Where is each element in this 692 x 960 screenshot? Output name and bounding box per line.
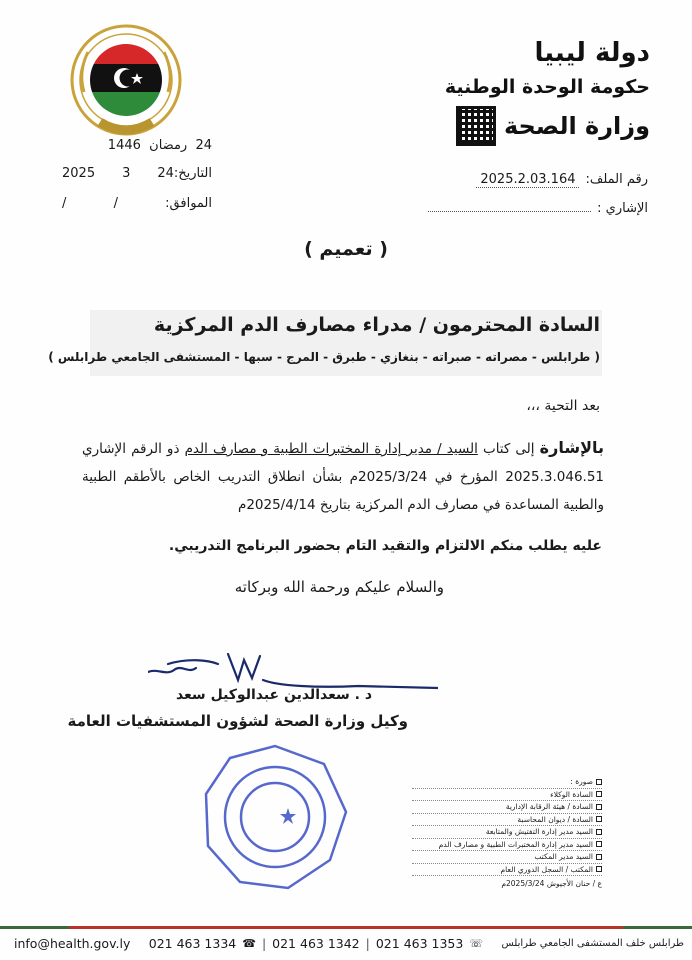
file-number-row — [428, 172, 648, 188]
signatory-title: وكيل وزارة الصحة لشؤون المستشفيات العامة — [67, 712, 408, 730]
distribution-item: السادة الوكلاء — [412, 789, 602, 802]
distribution-footer: ع / حنان الأجيوش 2025/3/24م — [501, 879, 602, 888]
footer-phones — [149, 936, 483, 951]
date-label: التاريخ:24 — [157, 166, 212, 181]
addressee-cities: ( طرابلس - مصراته - صبراته - بنغازي - طبرق - المرج - سبها - المستشفى الجامعي طرابلس ) — [48, 350, 600, 364]
checkbox-icon — [596, 866, 602, 872]
hijri-day: 24 — [195, 138, 212, 153]
ministry-name-row — [445, 106, 650, 146]
distribution-item: السادة / ديوان المحاسبة — [412, 814, 602, 827]
distribution-item: السادة / هيئة الرقابة الإدارية — [412, 801, 602, 814]
addressee-main: السادة المحترمون / مدراء مصارف الدم المركزية — [153, 314, 600, 336]
phone-icon: ☏ — [469, 937, 484, 950]
greeting: بعد التحية ،،، — [526, 398, 600, 414]
footer-address: طرابلس خلف المستشفى الجامعي طرابلس — [501, 938, 684, 949]
request-line: عليه يطلب منكم الالتزام والتقيد التام بحضور البرنامج التدريبي. — [168, 538, 602, 554]
distribution-list — [412, 776, 602, 890]
ministry-name: وزارة الصحة — [503, 112, 650, 140]
reference-row — [428, 200, 648, 216]
document-title: ( تعميم ) — [304, 238, 388, 260]
date-year: 2025 — [62, 166, 96, 181]
distribution-item: السيد مدير المكتب — [412, 851, 602, 864]
hijri-date — [108, 138, 212, 153]
official-stamp-icon — [200, 742, 350, 892]
reference-underlined: السيد / مدير إدارة المختبرات الطبية و مصارف الدم — [184, 441, 478, 457]
reference-text-1: إلى كتاب — [477, 441, 535, 457]
muwafiq-row — [62, 196, 212, 211]
ministry-emblem-icon — [66, 22, 186, 140]
date-month: 3 — [122, 166, 131, 181]
body-paragraph — [82, 434, 604, 519]
checkbox-icon — [596, 779, 602, 785]
reference-lead: بالإشارة — [539, 438, 604, 457]
footer-divider — [0, 926, 692, 929]
reference-line — [428, 200, 591, 212]
footer-phone-3[interactable]: 021 463 1353 — [375, 936, 464, 951]
muwafiq-slash-1: / — [113, 196, 118, 211]
checkbox-icon — [596, 816, 602, 822]
checkbox-icon — [596, 829, 602, 835]
distribution-item: السيد مدير إدارة التفتيش والمتابعة — [412, 826, 602, 839]
separator: | — [261, 936, 267, 951]
date-row — [62, 166, 212, 181]
hijri-year: 1446 — [107, 138, 141, 153]
muwafiq-label: الموافق: — [165, 196, 212, 211]
file-reference-block — [428, 172, 648, 216]
file-number-value: 2025.2.03.164 — [476, 172, 579, 188]
qr-code-icon — [456, 106, 496, 146]
footer — [14, 936, 684, 951]
checkbox-icon — [596, 791, 602, 797]
checkbox-icon — [596, 804, 602, 810]
letterhead — [445, 38, 650, 146]
footer-phone-1[interactable]: 021 463 1334 — [148, 936, 237, 951]
distribution-item: السيد مدير إدارة المختبرات الطبية و مصارف الدم — [412, 839, 602, 852]
hijri-month: رمضان — [149, 138, 188, 153]
muwafiq-slash-2: / — [62, 196, 67, 211]
reference-label: الإشاري : — [597, 201, 648, 216]
footer-email[interactable]: info@health.gov.ly — [14, 936, 131, 951]
checkbox-icon — [596, 841, 602, 847]
state-name: دولة ليبيا — [534, 38, 650, 68]
checkbox-icon — [596, 854, 602, 860]
distribution-item: المكتب / السجل الدوري العام — [412, 864, 602, 877]
distribution-item: صورة : — [412, 776, 602, 789]
fax-icon: ☎ — [242, 937, 256, 950]
separator: | — [365, 936, 370, 951]
reference-text-2: ذو الرقم الإشاري 2025.3.046.51 المؤرخ في 2025/3/24م بشأن انطلاق التدريب الخاص بالأطقم الطبية والطبية المساعدة في مصارف الدم المركزية بتاريخ 2025/4/14م — [82, 441, 604, 513]
footer-phone-2[interactable]: 021 463 1342 — [272, 936, 360, 951]
signatory-name: د . سعدالدين عبدالوكيل سعد — [175, 687, 372, 703]
government-name: حكومة الوحدة الوطنية — [444, 76, 650, 98]
file-number-label: رقم الملف: — [585, 172, 648, 187]
closing-line: والسلام عليكم ورحمة الله وبركاته — [234, 578, 444, 596]
